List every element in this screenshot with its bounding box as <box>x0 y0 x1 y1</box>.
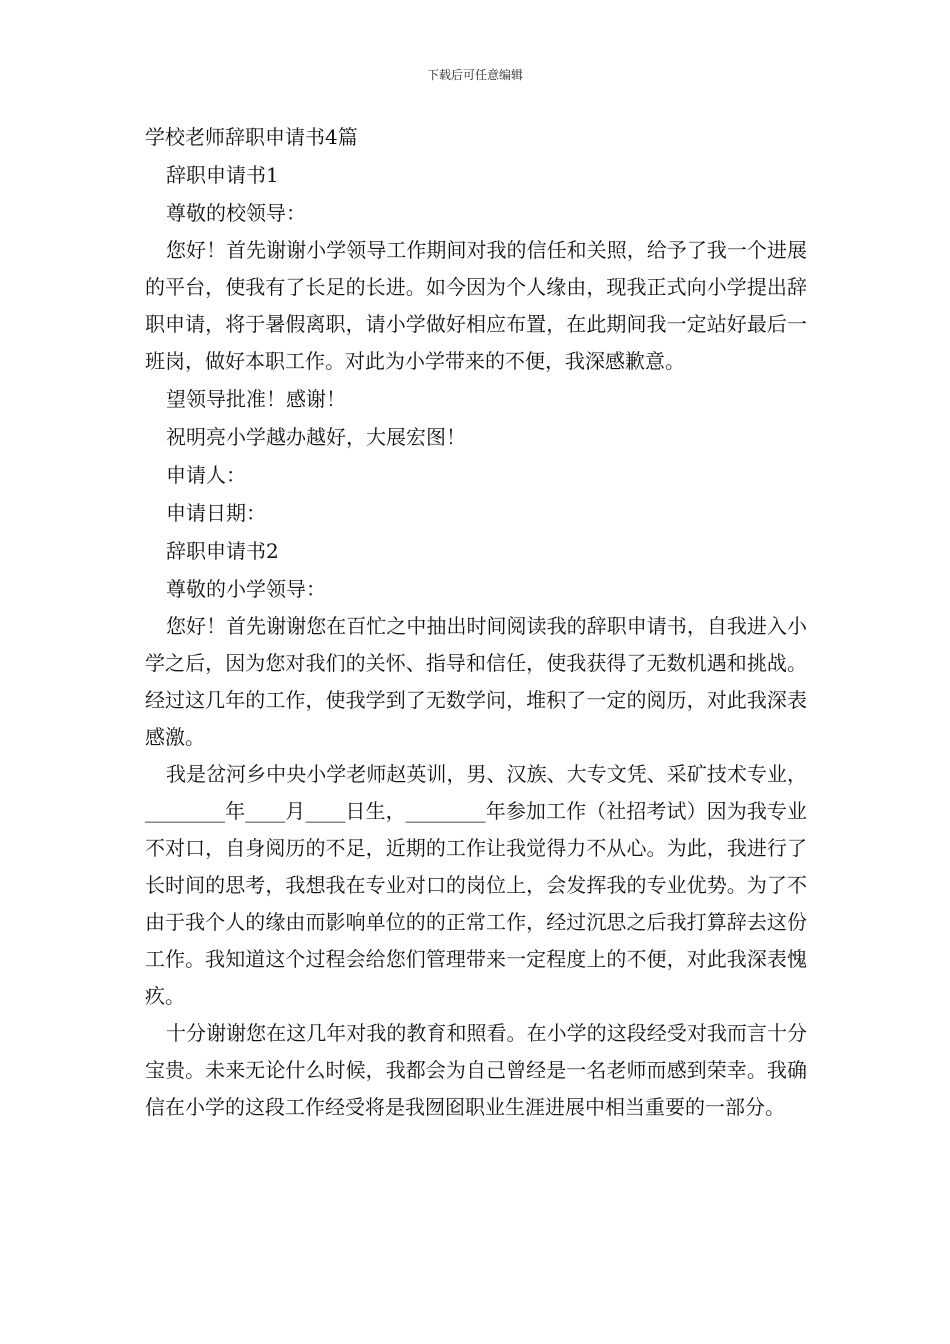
paragraph: 我是岔河乡中央小学老师赵英训，男、汉族、大专文凭、采矿技术专业，________年____月____日生，________年参加工作（社招考试）因为我专业不对口，自身阅历的不足，近期的工作让我觉得力不从心。为此，我进行了长时间的思考，我想我在专业对口的岗位上，会发挥我的专业优势。为了不由于我个人的缘由而影响单位的的正常工作，经过沉思之后我打算辞去这份工作。我知道这个过程会给您们管理带来一定程度上的不便，对此我深表愧疚。 <box>145 762 807 1008</box>
text-line: 祝明亮小学越办越好，大展宏图！ <box>166 425 466 449</box>
text-line: 望领导批准！感谢！ <box>166 387 346 411</box>
paragraph: 您好！首先谢谢小学领导工作期间对我的信任和关照，给予了我一个进展的平台，使我有了长足的长进。如今因为个人缘由，现我正式向小学提出辞职申请，将于暑假离职，请小学做好相应布置，在此期间我一定站好最后一班岗，做好本职工作。对此为小学带来的不便，我深感歉意。 <box>145 238 807 373</box>
salutation-1: 尊敬的校领导： <box>166 201 306 225</box>
section-heading-1: 辞职申请书1 <box>166 163 279 187</box>
section-heading-2: 辞职申请书2 <box>166 539 279 563</box>
document-title: 学校老师辞职申请书4篇 <box>145 125 358 149</box>
document-body <box>145 118 807 1126</box>
page-header: 下载后可任意编辑 <box>426 68 523 82</box>
date-line: 申请日期： <box>166 501 266 525</box>
paragraph: 十分谢谢您在这几年对我的教育和照看。在小学的这段经受对我而言十分宝贵。未来无论什么时候，我都会为自己曾经是一名老师而感到荣幸。我确信在小学的这段工作经受将是我囫囵职业生涯进展中相当重要的一部分。 <box>145 1021 807 1119</box>
paragraph: 您好！首先谢谢您在百忙之中抽出时间阅读我的辞职申请书，自我进入小学之后，因为您对我们的关怀、指导和信任，使我获得了无数机遇和挑战。经过这几年的工作，使我学到了无数学问，堆积了一定的阅历，对此我深表感激。 <box>145 614 807 749</box>
salutation-2: 尊敬的小学领导： <box>166 577 326 601</box>
applicant-line: 申请人： <box>166 463 246 487</box>
